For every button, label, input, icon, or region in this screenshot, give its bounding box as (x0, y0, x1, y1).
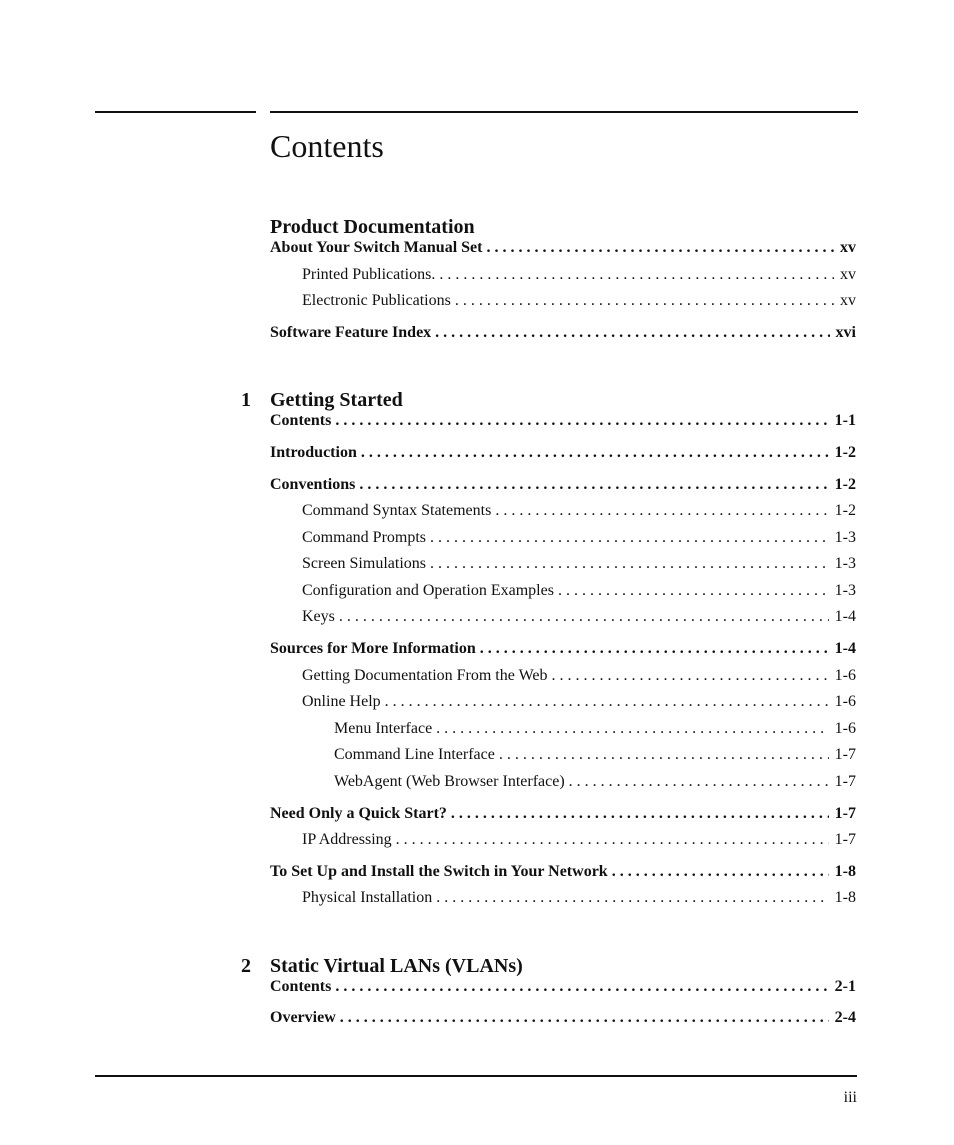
dot-leader (359, 476, 828, 494)
toc-entry-label: Physical Installation (302, 889, 433, 906)
toc-entry[interactable] (302, 831, 856, 853)
toc-entry-page: 1-7 (834, 773, 856, 790)
toc-entry-label: Software Feature Index (270, 324, 432, 341)
toc-entry[interactable] (270, 476, 856, 498)
toc-entry-label: Command Syntax Statements (302, 502, 492, 519)
toc-entry-page: 1-7 (834, 831, 856, 848)
dot-leader (551, 667, 828, 685)
toc-entry[interactable] (270, 239, 856, 261)
toc-entry-page: 1-6 (834, 667, 856, 684)
footer-page-number: iii (843, 1089, 857, 1106)
toc-entry-label: Screen Simulations (302, 555, 426, 572)
dot-leader (435, 324, 829, 342)
chapter-heading (241, 955, 856, 978)
toc-entry-label: Configuration and Operation Examples (302, 582, 554, 599)
dot-leader (436, 889, 828, 907)
toc-entry-label: IP Addressing (302, 831, 392, 848)
header-rule-right (270, 111, 858, 113)
toc-entry[interactable] (302, 889, 856, 911)
toc-entry-page: 1-2 (834, 476, 856, 493)
dot-leader (486, 239, 834, 257)
toc-entry[interactable] (302, 582, 856, 604)
toc-entry[interactable] (270, 444, 856, 466)
toc-entry-page: xv (840, 292, 856, 309)
toc-entry[interactable] (270, 863, 856, 885)
toc-entry-label: Getting Documentation From the Web (302, 667, 548, 684)
chapter-heading (270, 216, 856, 239)
toc-entry-label: Overview (270, 1009, 336, 1026)
dot-leader (385, 693, 829, 711)
dot-leader (340, 1009, 829, 1027)
toc-entry-page: 1-2 (834, 444, 856, 461)
page-title: Contents (270, 128, 384, 164)
header-rule-left (95, 111, 256, 113)
toc-entry-page: 1-8 (834, 863, 856, 880)
dot-leader (480, 640, 829, 658)
dot-leader (430, 529, 829, 547)
dot-leader (439, 266, 834, 284)
toc-entry[interactable] (270, 640, 856, 662)
dot-leader (569, 773, 829, 791)
toc-entry-label: Contents (270, 412, 332, 429)
chapter-number: 2 (241, 955, 251, 977)
toc-entry-label: WebAgent (Web Browser Interface) (334, 773, 565, 790)
dot-leader (436, 720, 829, 738)
chapter-title: Product Documentation (270, 216, 475, 238)
toc-entry[interactable] (302, 693, 856, 715)
toc-entry-page: 1-8 (834, 889, 856, 906)
toc-entry[interactable] (302, 292, 856, 314)
toc-entry-page: 2-4 (834, 1009, 856, 1026)
toc-entry-page: 1-2 (834, 502, 856, 519)
dot-leader (339, 608, 829, 626)
toc-entry-page: 1-3 (834, 529, 856, 546)
toc-entry-label: Menu Interface (334, 720, 433, 737)
dot-leader (430, 555, 829, 573)
chapter-title: Static Virtual LANs (VLANs) (270, 955, 523, 977)
toc-entry[interactable] (302, 529, 856, 551)
toc-entry-page: 1-7 (834, 746, 856, 763)
toc-entry-page: 2-1 (834, 978, 856, 995)
toc-entry-label: To Set Up and Install the Switch in Your Network (270, 863, 608, 880)
toc-entry-label: Electronic Publications (302, 292, 451, 309)
toc-entry-label: Introduction (270, 444, 357, 461)
toc-entry-page: xv (840, 239, 856, 256)
toc-entry[interactable] (302, 608, 856, 630)
toc-entry-label: Printed Publications. (302, 266, 436, 283)
toc-entry-page: 1-4 (834, 640, 856, 657)
toc-entry-label: Need Only a Quick Start? (270, 805, 447, 822)
toc-entry[interactable] (270, 805, 856, 827)
toc-entry[interactable] (334, 746, 856, 768)
chapter-title: Getting Started (270, 389, 403, 411)
toc-entry[interactable] (302, 667, 856, 689)
toc-entry-page: 1-7 (834, 805, 856, 822)
toc-entry-label: Sources for More Information (270, 640, 476, 657)
dot-leader (396, 831, 829, 849)
dot-leader (335, 412, 828, 430)
footer-rule (95, 1075, 857, 1077)
toc-entry-label: Keys (302, 608, 335, 625)
dot-leader (335, 978, 828, 996)
toc-entry[interactable] (270, 324, 856, 346)
dot-leader (361, 444, 829, 462)
dot-leader (499, 746, 829, 764)
toc-entry-label: Command Line Interface (334, 746, 495, 763)
toc-entry[interactable] (270, 1009, 856, 1031)
toc-entry[interactable] (302, 266, 856, 288)
toc-entry-label: Conventions (270, 476, 356, 493)
toc-entry-page: 1-6 (834, 720, 856, 737)
toc-entry[interactable] (302, 555, 856, 577)
dot-leader (455, 292, 834, 310)
toc-entry-page: 1-3 (834, 582, 856, 599)
toc-entry-label: About Your Switch Manual Set (270, 239, 483, 256)
chapter-number: 1 (241, 389, 251, 411)
dot-leader (451, 805, 829, 823)
toc-entry[interactable] (334, 720, 856, 742)
toc-entry-label: Contents (270, 978, 332, 995)
toc-entry-page: 1-6 (834, 693, 856, 710)
toc-entry[interactable] (270, 978, 856, 1000)
toc-entry[interactable] (302, 502, 856, 524)
toc-entry[interactable] (270, 412, 856, 434)
toc-entry[interactable] (334, 773, 856, 795)
dot-leader (558, 582, 829, 600)
toc-entry-page: xv (840, 266, 856, 283)
toc-entry-label: Command Prompts (302, 529, 427, 546)
toc-entry-label: Online Help (302, 693, 381, 710)
chapter-heading (241, 389, 856, 412)
toc-entry-page: 1-4 (834, 608, 856, 625)
toc-entry-page: xvi (835, 324, 856, 341)
dot-leader (612, 863, 829, 881)
toc-entry-page: 1-3 (834, 555, 856, 572)
dot-leader (495, 502, 828, 520)
toc-entry-page: 1-1 (834, 412, 856, 429)
